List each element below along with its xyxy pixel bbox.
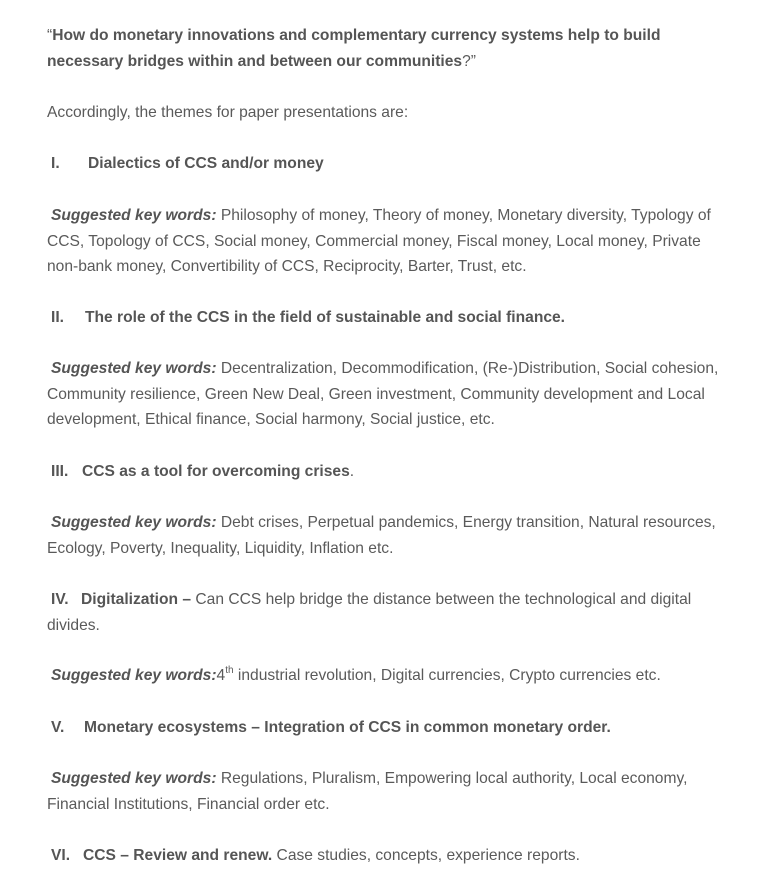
keywords-text: Debt crises, Perpetual pandemics, Energy transition, Natural resources, Ecology, Poverty, Inequality, Liquidity, Inflation etc.	[47, 514, 716, 557]
theme-numeral: III.	[51, 463, 69, 480]
theme-title: Dialectics of CCS and/or money	[88, 155, 324, 172]
theme-heading-6	[47, 843, 719, 869]
theme-title: CCS as a tool for overcoming crises	[82, 463, 350, 480]
theme-heading-1	[47, 151, 719, 177]
keywords-prefix: 4	[216, 667, 226, 684]
theme-heading-3	[47, 459, 719, 485]
theme-title: Digitalization –	[81, 591, 192, 608]
theme-numeral: V.	[51, 719, 65, 736]
keywords-text: Regulations, Pluralism, Empowering local authority, Local economy, Financial Institutions, Financial order etc.	[47, 770, 688, 813]
theme-heading-4	[47, 587, 719, 638]
intro-text: Accordingly, the themes for paper presentations are:	[47, 104, 409, 121]
question-text: How do monetary innovations and complementary currency systems help to build necessary bridges within and between our communities	[47, 27, 661, 70]
theme-numeral: IV.	[51, 591, 69, 608]
keywords-label: Suggested key words:	[51, 770, 217, 787]
theme-keywords-2	[47, 356, 719, 433]
keywords-label: Suggested key words:	[51, 514, 217, 531]
keywords-label: Suggested key words:	[51, 360, 217, 377]
theme-keywords-4	[47, 663, 719, 689]
guiding-question	[47, 23, 719, 74]
theme-keywords-3	[47, 510, 719, 561]
theme-heading-5	[47, 715, 719, 741]
theme-title-after: Can CCS help bridge the distance between the technological and digital divides.	[47, 591, 692, 634]
question-close: ?”	[462, 52, 476, 70]
theme-title-after: Case studies, concepts, experience reports.	[272, 847, 580, 864]
keywords-text: industrial revolution, Digital currencies, Crypto currencies etc.	[233, 667, 661, 684]
theme-title-after: .	[349, 463, 355, 480]
theme-numeral: VI.	[51, 847, 71, 864]
theme-title: Monetary ecosystems – Integration of CCS in common monetary order.	[84, 719, 611, 736]
keywords-label: Suggested key words:	[51, 207, 217, 224]
theme-numeral: I.	[51, 155, 60, 172]
theme-heading-2	[47, 305, 719, 331]
keywords-superscript: th	[225, 664, 234, 676]
keywords-text: Philosophy of money, Theory of money, Monetary diversity, Typology of CCS, Topology of CCS, Social money, Commercial money, Fiscal money, Local money, Private non-bank money, Convertibility of CCS, Reciprocity, Barter, Trust, etc.	[47, 207, 711, 276]
keywords-label: Suggested key words:	[51, 667, 217, 684]
keywords-text: Decentralization, Decommodification, (Re-)Distribution, Social cohesion, Community resilience, Green New Deal, Green investment, Community development and Local development, Ethical finance, Social harmony, Social justice, etc.	[47, 360, 719, 429]
theme-numeral: II.	[51, 309, 64, 326]
theme-title: The role of the CCS in the field of sustainable and social finance.	[85, 309, 566, 326]
theme-keywords-5	[47, 766, 719, 817]
theme-title: CCS – Review and renew.	[83, 847, 273, 864]
theme-keywords-1	[47, 203, 719, 280]
open-quote: “	[47, 27, 53, 44]
